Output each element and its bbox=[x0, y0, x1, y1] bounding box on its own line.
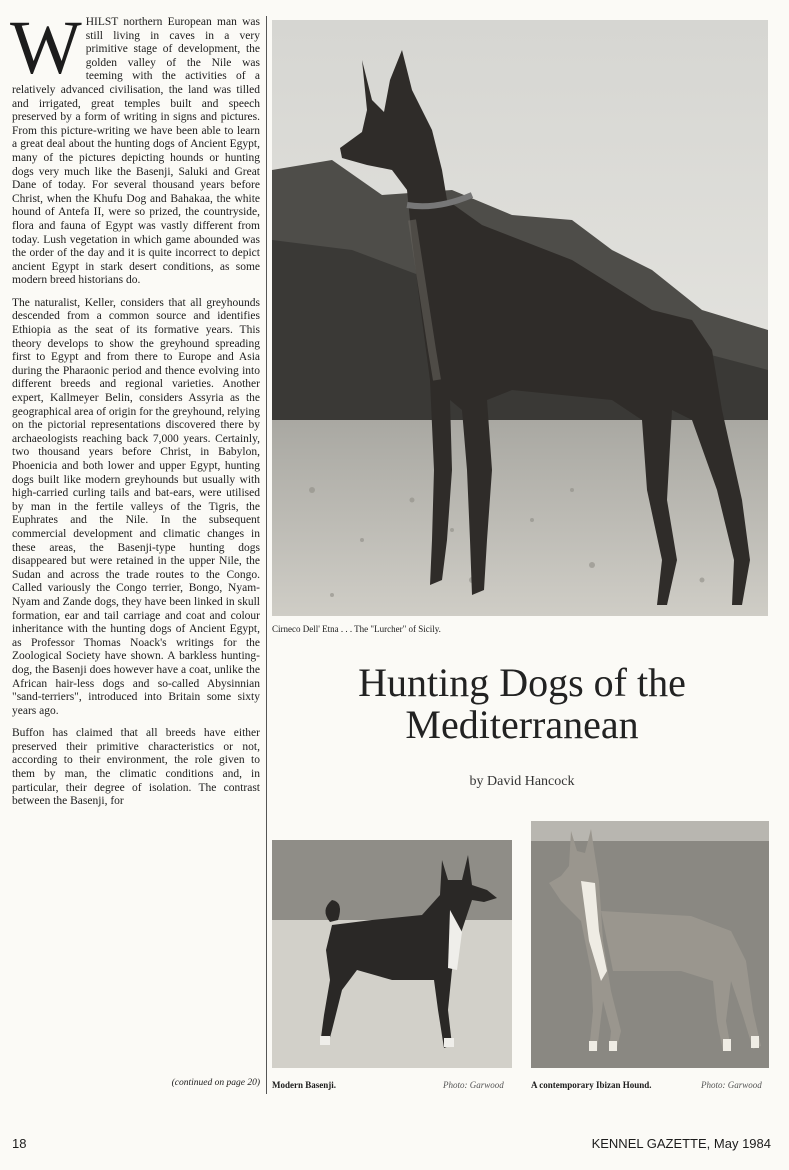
byline: by David Hancock bbox=[469, 774, 575, 789]
title-line-1: Hunting Dogs of the bbox=[358, 660, 686, 705]
article-title bbox=[272, 662, 772, 746]
title-line-2: Mediterranean bbox=[405, 702, 639, 747]
article-body bbox=[10, 6, 260, 818]
ibizan-caption: A contemporary Ibizan Hound. bbox=[531, 1080, 652, 1090]
article-paragraph-1 bbox=[10, 6, 260, 288]
article-paragraph-3: Buffon has claimed that all breeds have either preserved their primitive characteristics or not, according to their environment, the role given to them by man, the climatic conditions and, in particular, their degree of isolation. The contrast between the Basenji, for bbox=[12, 727, 260, 808]
publication-footer: KENNEL GAZETTE, May 1984 bbox=[591, 1136, 771, 1151]
page-number: 18 bbox=[12, 1136, 27, 1151]
cirneco-photo bbox=[272, 20, 768, 616]
basenji-photo bbox=[272, 840, 512, 1068]
column-divider bbox=[266, 16, 267, 1094]
basenji-photo-credit: Photo: Garwood bbox=[443, 1080, 504, 1090]
article-paragraph-2: The naturalist, Keller, considers that all greyhounds descended from a common source and identifies Ethiopia as the seat of its formative years. This theory develops to show the greyhound spreading first to Egypt and from there to Europe and Asia during the Pharaonic period and thence evolving into different breeds and regional varieties. Another expert, Kallmeyer Belin, considers Assyria as the geographical area of origin for the greyhound, relying on the pictorial representations discovered there by archaeologists reaching back 7,000 years. Certainly, two thousand years before Christ, in Babylon, Phoenicia and both lower and upper Egypt, hunting dogs built like modern greyhounds but usually with high-carried curling tails and bat-ears, were utilised by man in the fertile valleys of the Tigris, the Euphrates and the Nile. In the subsequent commercial development and climatic changes in these areas, the Basenji-type hunting dogs disappeared but were retained in the upper Nile, the Sudan and across the trade routes to the Congo. Called variously the Congo terrier, Bongo, Nyam-Nyam and Zande dogs, they have been linked in skull formation, ear and tail carriage and coat and colour inheritance with the hunting dogs of Ancient Egypt, as Professor Thomas Noack's writings for the Zoological Society have shown. A barkless hunting-dog, the Basenji does however have a coat, unlike the African hair-less dogs and so-called Abysinnian "sand-terriers", introduced into Britain some sixty years ago. bbox=[12, 296, 260, 717]
continued-note: (continued on page 20) bbox=[171, 1078, 260, 1088]
cirneco-caption: Cirneco Dell' Etna . . . The "Lurcher" of Sicily. bbox=[272, 624, 441, 634]
basenji-caption: Modern Basenji. bbox=[272, 1080, 336, 1090]
drop-cap: W bbox=[10, 6, 82, 90]
ibizan-hound-photo bbox=[531, 821, 769, 1068]
paragraph-1-text: HILST northern European man was still living in caves in a very primitive stage of development, the golden valley of the Nile was teeming with the activities of a relatively advanced civilisation, the land was tilled and irrigated, great temples built and speech preserved by a form of writing in signs and pictures. From this picture-writing we have been able to learn a great deal about the hunting dogs of Ancient Egypt, many of the pictures depicting hounds or hunting dogs very much like the Basenji, Saluki and Great Dane of today. For several thousand years before Christ, when the Khufu Dog and Bahakaa, the white hound of Antefa II, were so prized, the countryside, flora and fauna of Egypt was vastly different from today. Lush vegetation in which game abounded was the order of the day and it is quite incorrect to depict ancient Egypt in stark desert conditions, as some modern breed historians do. bbox=[12, 16, 260, 287]
ibizan-photo-credit: Photo: Garwood bbox=[701, 1080, 762, 1090]
